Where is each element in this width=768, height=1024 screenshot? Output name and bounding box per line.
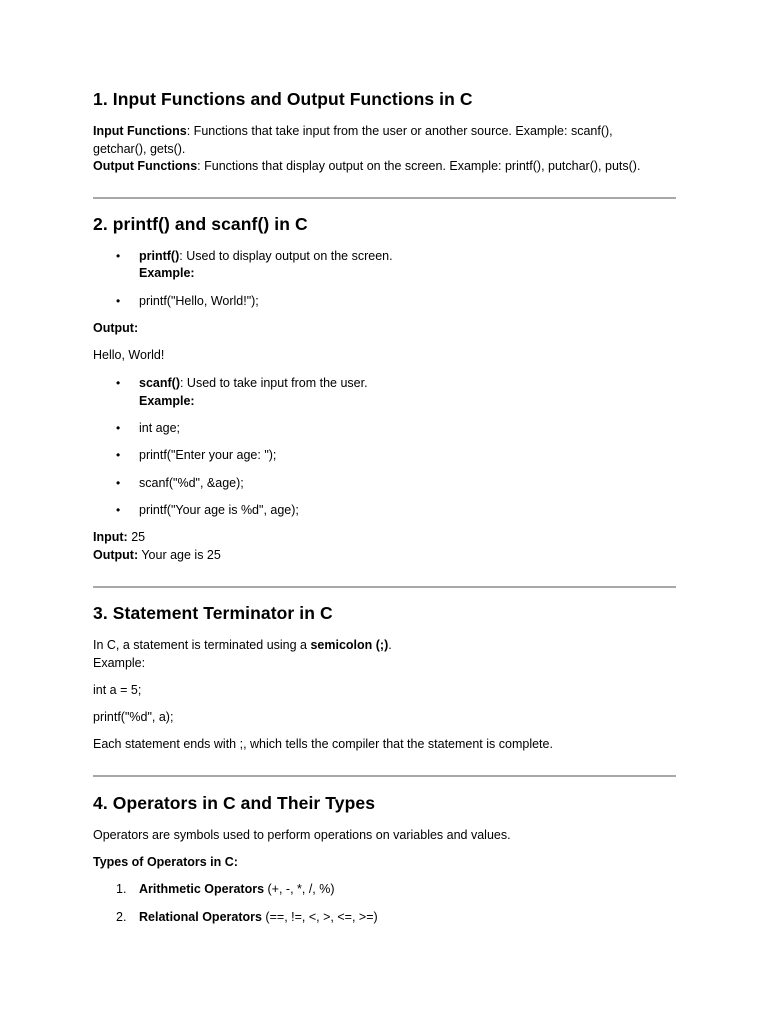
- result-line: [93, 546, 221, 564]
- section-3-heading: 3. Statement Terminator in C: [93, 603, 333, 623]
- section-4-heading: 4. Operators in C and Their Types: [93, 793, 376, 813]
- printf-item: [139, 247, 393, 265]
- bullet-icon: •: [116, 503, 121, 517]
- scanf-item: [139, 374, 368, 392]
- section-divider-2: [93, 586, 676, 588]
- bullet-icon: •: [116, 294, 121, 308]
- code-line: printf("Your age is %d", age);: [139, 503, 299, 517]
- section-1-heading: 1. Input Functions and Output Functions in C: [93, 89, 473, 109]
- code-line: printf("Enter your age: ");: [139, 448, 277, 462]
- terminator-note: Each statement ends with ;, which tells the compiler that the statement is complete.: [93, 737, 553, 751]
- code-line: scanf("%d", &age);: [139, 476, 244, 490]
- semicolon-term: semicolon (;): [310, 638, 389, 652]
- scanf-example-label: Example:: [139, 394, 195, 408]
- result-label: Output:: [93, 548, 139, 562]
- printf-code: printf("Hello, World!");: [139, 294, 259, 308]
- terminator-intro: In C, a statement is terminated using a semicolon (;).: [93, 638, 392, 652]
- bullet-icon: •: [116, 476, 121, 490]
- operators-intro: Operators are symbols used to perform operations on variables and values.: [93, 828, 511, 842]
- input-line: [93, 528, 145, 546]
- input-value: 25: [127, 530, 146, 544]
- output-value: Hello, World!: [93, 348, 165, 362]
- operator-types-label: Types of Operators in C:: [93, 855, 238, 869]
- terminator-example-label: Example:: [93, 656, 146, 670]
- bullet-icon: •: [116, 376, 121, 390]
- output-functions-label: Output Functions: [93, 159, 198, 173]
- output-label: Output:: [93, 321, 139, 335]
- input-functions-line: [93, 122, 613, 140]
- bullet-icon: •: [116, 448, 121, 462]
- section-divider-1: [93, 197, 676, 199]
- output-functions-line: [93, 157, 640, 175]
- list-item-arithmetic: Arithmetic Operators (+, -, *, /, %): [139, 882, 335, 896]
- result-value: Your age is 25: [138, 548, 221, 562]
- section-divider-3: [93, 775, 676, 777]
- list-number: 2.: [116, 910, 127, 924]
- list-item-relational: Relational Operators (==, !=, <, >, <=, >=): [139, 910, 378, 924]
- terminator-code-2: printf("%d", a);: [93, 710, 174, 724]
- scanf-label: scanf(): [139, 376, 180, 390]
- bullet-icon: •: [116, 249, 121, 263]
- terminator-code-1: int a = 5;: [93, 683, 142, 697]
- input-functions-label: Input Functions: [93, 124, 187, 138]
- code-line: int age;: [139, 421, 181, 435]
- output-functions-text: : Functions that display output on the screen. Example: printf(), putchar(), puts().: [197, 159, 641, 173]
- input-functions-text: : Functions that take input from the user or another source. Example: scanf(),: [186, 124, 613, 138]
- scanf-desc: : Used to take input from the user.: [179, 376, 368, 390]
- printf-example-label: Example:: [139, 266, 195, 280]
- bullet-icon: •: [116, 421, 121, 435]
- section-2-heading: 2. printf() and scanf() in C: [93, 214, 308, 234]
- input-functions-line-2: getchar(), gets().: [93, 142, 186, 156]
- input-label: Input:: [93, 530, 128, 544]
- list-number: 1.: [116, 882, 127, 896]
- printf-desc: : Used to display output on the screen.: [179, 249, 393, 263]
- printf-label: printf(): [139, 249, 180, 263]
